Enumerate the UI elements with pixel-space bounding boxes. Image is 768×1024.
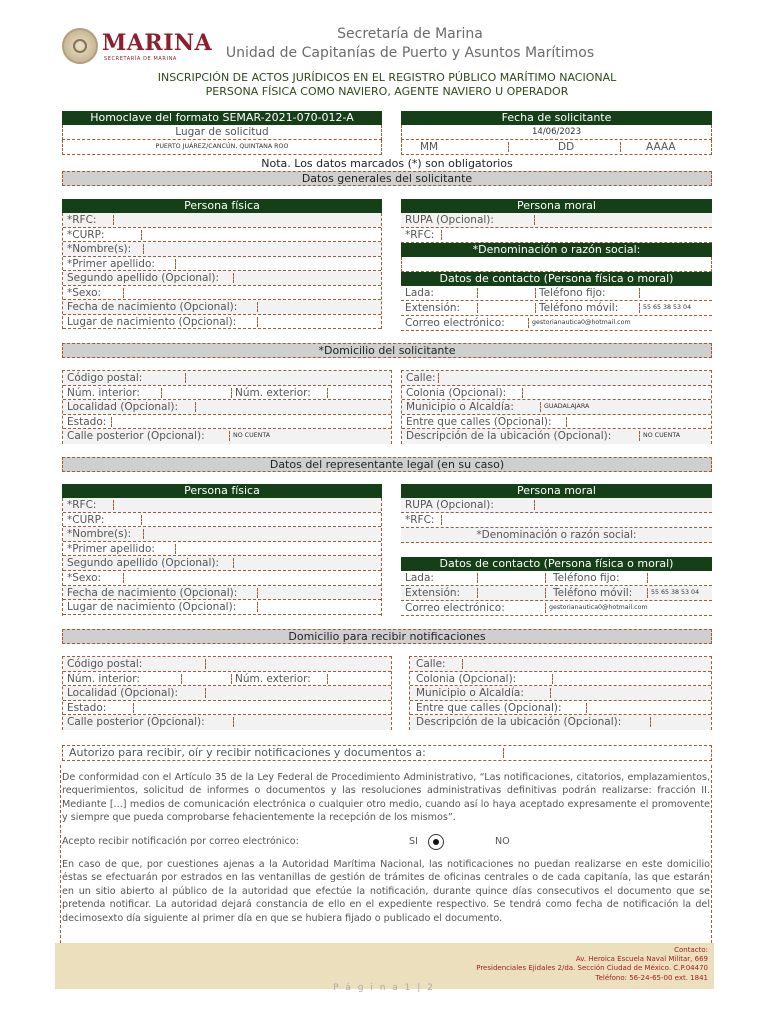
rep-fisica-field-label: Lugar de nacimiento (Opcional): [67,601,237,614]
sol-fisica-field-label: *Sexo: [67,286,102,299]
dom-left-block [62,370,392,444]
rep-fisica-field[interactable] [63,571,381,586]
unidad-heading: Unidad de Capitanías de Puerto y Asuntos Marítimos [225,45,595,61]
rep-contacto-title: Datos de contacto (Persona física o moral) [401,557,712,571]
dom-right-block [401,370,712,444]
logo-subtext: SECRETARÍA DE MARINA [104,56,177,62]
notif-cp-field[interactable]: Código postal: [63,657,391,672]
rep-moral-title: Persona moral [401,484,712,498]
sol-contacto-title: Datos de contacto (Persona física o moral) [401,272,712,286]
mm-label: MM [420,141,439,153]
sol-movil-value: 55 65 38 53 04 [643,304,692,311]
sol-fisica-field-label: Segundo apellido (Opcional): [67,272,220,284]
footer-telefono: Teléfono: 56-24-65-00 ext. 1841 [595,974,708,982]
rep-denominacion-field[interactable]: *Denominación o razón social: [401,528,712,543]
sol-correo-row[interactable]: Correo electrónico: gestorianautica0@hotmail.com [401,316,712,331]
sol-fisica-field-label: *Nombre(s): [67,243,132,255]
sol-fisica-field[interactable] [63,257,381,272]
estrados-paragraph: En caso de que, por cuestiones ajenas a la Autoridad Marítima Nacional, las notificaciones no puedan realizarse en este domicilio éstas se efectuarán por estrados en las ventanillas de gestión de trámites de oficinas centrales o de cada capitanía, las que estarán en un sitio abierto al público de la autoridad que efectúe la notificación, durante quince días consecutivos el documento que se pretenda notificar. La autoridad dejará constancia de ello en el expediente respectivo. Se tendrá como fecha de notificación la del decimosexto día siguiente al primer día en que se hubiera fijado o publicado el documento. [62,859,710,924]
dom-localidad-field[interactable]: Localidad (Opcional): [63,400,391,415]
seal-icon [62,28,98,64]
form-title-line2: PERSONA FÍSICA COMO NAVIERO, AGENTE NAVIERO U OPERADOR [205,85,569,98]
sol-fisica-field-label: *CURP: [67,228,105,241]
notif-num-row[interactable]: Núm. interior: Núm. exterior: [63,672,391,687]
footer-address2: Presidenciales Ejidales 2/da. Sección Ciudad de México. C.P.04470 [476,964,708,972]
footer-address1: Av. Heroica Escuela Naval Militar, 669 [575,955,708,963]
fecha-bar: Fecha de solicitante [401,111,712,125]
rep-fisica-field-label: Segundo apellido (Opcional): [67,557,220,570]
rep-fisica-field-label: *Nombre(s): [67,528,132,541]
sol-fisica-field-label: *RFC: [67,214,97,226]
rep-fisica-field-label: *Sexo: [67,572,102,584]
sol-moral-rfc-field[interactable]: *RFC: [401,228,712,243]
notif-calle-field[interactable]: Calle: [410,657,711,672]
notif-localidad-field[interactable]: Localidad (Opcional): [63,686,391,701]
dom-calle-field[interactable]: Calle: [402,371,711,386]
lugar-value[interactable]: PUERTO JUÁREZ/CANCÚN, QUINTANA ROO [62,140,382,155]
notif-left-block [62,656,392,730]
sol-extension-row[interactable]: Extensión: Teléfono móvil: 55 65 38 53 04 [401,301,712,316]
autorizo-field[interactable]: Autorizo para recibir, oír y recibir notificaciones y documentos a: [62,745,712,761]
notif-colonia-field[interactable]: Colonia (Opcional): [410,672,711,687]
notif-right-block [409,656,712,730]
secretaria-heading: Secretaría de Marina [337,26,483,42]
sol-correo-value: gestorianautica0@hotmail.com [532,319,631,326]
radio-selected-dot [433,839,439,845]
sol-rupa-field[interactable]: RUPA (Opcional): [401,213,712,228]
rep-fisica-field-label: *RFC: [67,499,97,511]
rep-fisica-title: Persona física [62,484,382,498]
solicitante-fisica-fields [62,213,382,329]
nota-obligatorios: Nota. Los datos marcados (*) son obligatorios [261,157,513,170]
aaaa-label: AAAA [646,141,676,153]
rep-lada-row[interactable]: Lada: Teléfono fijo: [401,571,712,586]
dd-label: DD [558,141,575,153]
dom-num-row[interactable]: Núm. interior: Núm. exterior: [63,386,391,401]
sol-fisica-field-label: *Primer apellido: [67,257,155,270]
notif-descripcion-field[interactable]: Descripción de la ubicación (Opcional): [410,715,711,730]
marina-logo [62,28,213,68]
notif-estado-field[interactable]: Estado: [63,701,391,716]
section-domicilio-solicitante: *Domicilio del solicitante [62,343,712,358]
solicitante-fisica-title: Persona física [62,199,382,213]
section-datos-generales: Datos generales del solicitante [62,171,712,186]
dom-descripcion-field[interactable]: Descripción de la ubicación (Opcional): NO CUENTA [402,429,711,444]
logo-text: MARINA [102,30,213,56]
rep-fisica-field[interactable] [63,527,381,542]
rep-extension-row[interactable]: Extensión: Teléfono móvil: 55 65 38 53 04 [401,586,712,601]
notif-entre-calles-field[interactable]: Entre que calles (Opcional): [410,701,711,716]
articulo-35-paragraph: De conformidad con el Artículo 35 de la Ley Federal de Procedimiento Administrativo, “Las notificaciones, citatorios, emplazamientos, requerimientos, solicitud de informes o documentos y las resoluciones administrativas definitivas podrán realizarse: fracción II. Mediante [...] medios de comunicación electrónica o cualquier otro medio, cuando así lo haya aceptado expresamente el promovente y siempre que pueda comprobarse fehacientemente la recepción de los mismos”. [62,772,710,824]
sol-denominacion-bar: *Denominación o razón social: [401,243,712,257]
dom-estado-field[interactable]: Estado: [63,415,391,430]
sol-fisica-field-label: Lugar de nacimiento (Opcional): [67,315,237,328]
solicitante-moral-title: Persona moral [401,199,712,213]
sol-fisica-field[interactable] [63,300,381,315]
rep-fisica-field[interactable] [63,600,381,615]
rep-correo-value: gestorianautica0@hotmail.com [549,604,648,611]
rep-fisica-field[interactable] [63,513,381,528]
sol-fisica-field[interactable] [63,315,381,330]
notif-municipio-field[interactable]: Municipio o Alcaldía: [410,686,711,701]
rep-fisica-field[interactable] [63,542,381,557]
sol-fisica-field[interactable] [63,228,381,243]
si-label: SI [409,836,418,847]
rep-fisica-fields [62,498,382,616]
rep-fisica-field[interactable] [63,498,381,513]
dom-colonia-field[interactable]: Colonia (Opcional): [402,386,711,401]
notif-calle-posterior-field[interactable]: Calle posterior (Opcional): [63,715,391,730]
rep-rupa-field[interactable]: RUPA (Opcional): [401,498,712,513]
sol-fisica-field-label: Fecha de nacimiento (Opcional): [67,301,238,313]
rep-fisica-field-label: *Primer apellido: [67,542,155,555]
sol-lada-row[interactable]: Lada: Teléfono fijo: [401,286,712,301]
si-radio[interactable] [428,834,444,850]
homoclave-bar: Homoclave del formato SEMAR-2021-070-012-A [62,111,382,125]
no-label: NO [495,836,510,847]
fecha-parts [401,140,712,155]
dom-calle-posterior-field[interactable]: Calle posterior (Opcional): NO CUENTA [63,429,391,444]
rep-movil-value: 55 65 38 53 04 [651,589,700,596]
fecha-value[interactable]: 14/06/2023 [401,125,712,140]
rep-fisica-field[interactable] [63,586,381,601]
section-representante: Datos del representante legal (en su caso) [62,457,712,472]
rep-correo-row[interactable]: Correo electrónico: gestorianautica0@hotmail.com [401,601,712,616]
section-domicilio-notificaciones: Domicilio para recibir notificaciones [62,629,712,644]
rep-fisica-field-label: Fecha de nacimiento (Opcional): [67,586,238,599]
rep-fisica-field[interactable] [63,556,381,571]
rep-moral-rfc-field[interactable]: *RFC: [401,513,712,528]
sol-denominacion-field[interactable] [401,257,712,272]
rep-fisica-field-label: *CURP: [67,513,105,526]
sol-fisica-field[interactable] [63,213,381,228]
sol-fisica-field[interactable] [63,286,381,301]
sol-fisica-field[interactable] [63,242,381,257]
dom-municipio-field[interactable]: Municipio o Alcaldía: GUADALAJARA [402,400,711,415]
dom-entre-calles-field[interactable]: Entre que calles (Opcional): [402,415,711,430]
acepto-label: Acepto recibir notificación por correo electrónico: [62,836,299,847]
lugar-label: Lugar de solicitud [62,125,382,140]
form-title-line1: INSCRIPCIÓN DE ACTOS JURÍDICOS EN EL REGISTRO PÚBLICO MARÍTIMO NACIONAL [157,71,617,84]
footer-contacto: Contacto: [674,946,708,954]
sol-fisica-field[interactable] [63,271,381,286]
page-number: P á g i n a 1 | 2 [333,983,435,993]
dom-cp-field[interactable]: Código postal: [63,371,391,386]
